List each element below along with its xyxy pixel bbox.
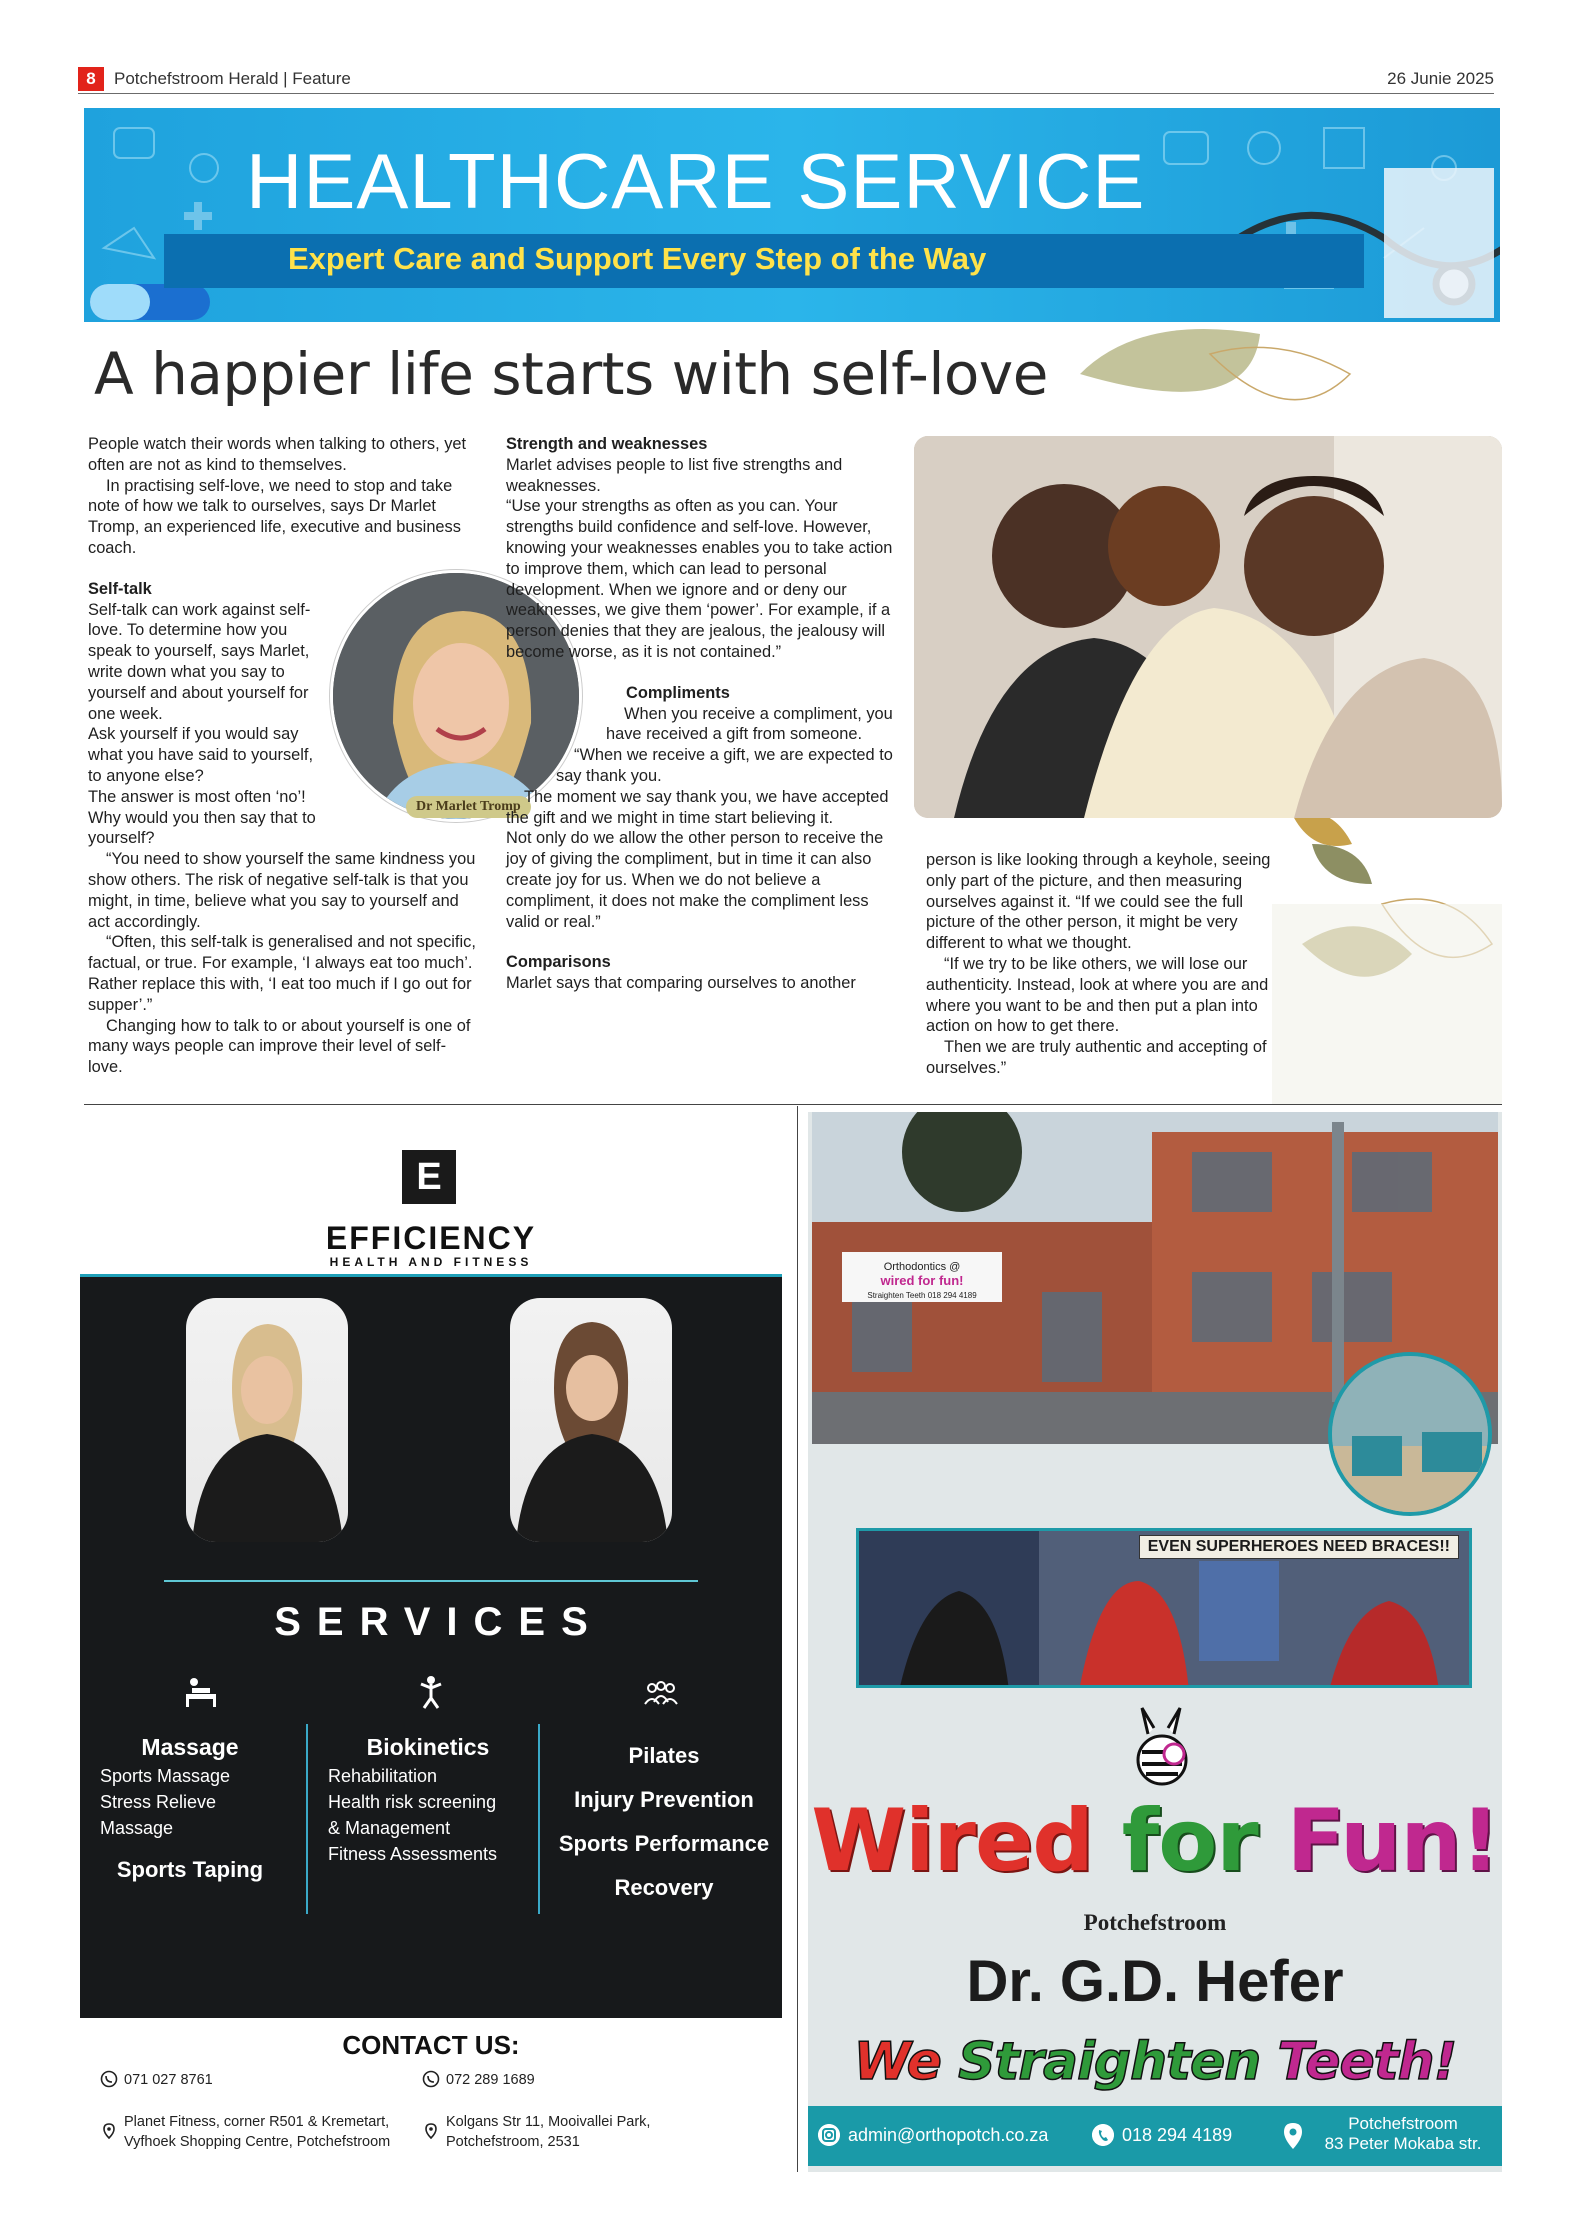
massage-heading: Massage: [141, 1734, 239, 1760]
paragraph: “When we receive a gift, we are expected to say thank you.: [556, 746, 893, 785]
phone-icon: [1092, 2124, 1114, 2146]
sign-line-2: wired for fun!: [880, 1273, 964, 1288]
phone-1[interactable]: 071 027 8761: [100, 2070, 213, 2090]
biokinetics-services: [328, 1734, 528, 1867]
biokinetics-heading: Biokinetics: [366, 1734, 490, 1760]
paragraph: The answer is most often ‘no’! Why would you then say that to yourself?: [88, 787, 316, 848]
phone-2[interactable]: 072 289 1689: [422, 2070, 535, 2090]
wired-for-fun-logo: Wired for Fun!: [811, 1791, 1499, 1891]
leaf-decoration-top: [1060, 314, 1360, 444]
massage-icon: [182, 1674, 220, 1712]
family-photo: [914, 436, 1502, 818]
services-heading: SERVICES: [274, 1600, 604, 1644]
subheading-self-talk: Self-talk: [88, 579, 152, 598]
pilates-group-icon: [642, 1674, 680, 1712]
banner-title: HEALTHCARE SERVICE: [246, 137, 1146, 225]
efficiency-logo: E: [402, 1150, 456, 1204]
address-2: Kolgans Str 11, Mooivallei Park, Potchefstroom, 2531: [422, 2112, 650, 2152]
service-item: Rehabilitation: [328, 1766, 438, 1786]
orthodontics-contact-bar: [808, 2106, 1502, 2166]
location-pin-icon: [1282, 2122, 1304, 2150]
leaf-decoration-side: [1272, 784, 1502, 1104]
contact-heading: CONTACT US:: [342, 2030, 520, 2060]
portrait-caption: Dr Marlet Tromp: [406, 796, 531, 818]
page-folio: [78, 64, 1494, 94]
mural-banner: EVEN SUPERHEROES NEED BRACES!!: [1139, 1535, 1459, 1559]
therapist-photo-2: [510, 1298, 672, 1542]
therapist-photo-1: [186, 1298, 348, 1542]
capsule-icon: [90, 284, 210, 320]
paragraph: “Often, this self-talk is generalised and not specific, factual, or true. For example, ‘I always eat too much’. Rather replace this with, ‘I eat too much if I go out for supper’.”: [88, 933, 476, 1014]
section-divider: [84, 1104, 1502, 1105]
location-pin-icon: [100, 2122, 118, 2140]
waiting-room-photo: [1328, 1352, 1492, 1516]
sports-taping: Sports Taping: [116, 1857, 264, 1882]
subheading-compliments: Compliments: [626, 683, 730, 702]
email-contact[interactable]: admin@orthopotch.co.za: [818, 2124, 1048, 2146]
service-item: Fitness Assessments: [328, 1844, 498, 1864]
article-column-3: [926, 850, 1282, 1079]
practice-address: Potchefstroom 83 Peter Mokaba str.: [1324, 2114, 1482, 2153]
ad-divider: [797, 1106, 798, 2172]
service-item: Pilates: [628, 1743, 700, 1768]
efficiency-name: EFFICIENCY: [325, 1220, 537, 1256]
service-item: Health risk screening: [328, 1792, 497, 1812]
paragraph: Marlet says that comparing ourselves to another: [506, 974, 856, 993]
paragraph: person is like looking through a keyhole, seeing only part of the picture, and then measuring ourselves against it. “If we could see the full picture of the other person, it might be very different to what we thought.: [926, 851, 1271, 953]
efficiency-ad: [80, 1112, 782, 2172]
paragraph: Not only do we allow the other person to receive the joy of giving the compliment, but in time it can also create joy for us. When we do not believe a compliment, it does not make the compliment less valid or real.”: [506, 829, 884, 931]
paragraph: The moment we say thank you, we have accepted the gift and we might in time start believing it.: [506, 787, 889, 827]
practice-city: Potchefstroom: [1083, 1910, 1227, 1935]
banner-subtitle: Expert Care and Support Every Step of the Way: [288, 241, 987, 276]
address-1: Planet Fitness, corner R501 & Kremetart, Vyfhoek Shopping Centre, Potchefstroom: [100, 2112, 390, 2152]
article-column-2: [506, 434, 906, 994]
location-pin-icon: [422, 2122, 440, 2140]
sign-line-1: Orthodontics @: [883, 1261, 961, 1273]
article-headline: A happier life starts with self-love: [94, 340, 1048, 408]
service-item: Massage: [100, 1818, 174, 1838]
phone-contact[interactable]: 018 294 4189: [1092, 2124, 1232, 2146]
healthcare-banner: [84, 108, 1500, 322]
subheading-strength: Strength and weaknesses: [506, 435, 708, 453]
service-item: Recovery: [614, 1875, 714, 1900]
family-image: [914, 436, 1502, 818]
whatsapp-icon: [100, 2070, 118, 2088]
paragraph: When you receive a compliment, you have received a gift from someone.: [606, 704, 893, 744]
clipboard-icon: [1384, 168, 1494, 318]
paragraph: Changing how to talk to or about yourself is one of many ways people can improve their level of self-love.: [88, 1016, 471, 1077]
paragraph: Then we are truly authentic and accepting of ourselves.”: [926, 1038, 1267, 1077]
paragraph: Self-talk can work against self-love. To determine how you speak to yourself, says Marlet, write down what you say to yourself and about yourself for one week.: [88, 600, 311, 723]
doctor-name: Dr. G.D. Hefer: [966, 1949, 1344, 2014]
paragraph: In practising self-love, we need to stop and take note of how we talk to ourselves, says Dr Marlet Tromp, an experienced life, executive and business coach.: [88, 476, 461, 557]
efficiency-tagline: HEALTH AND FITNESS: [329, 1255, 533, 1269]
paragraph: “You need to show yourself the same kindness you show others. The risk of negative self-talk is that you might, in time, believe what you say to yourself and act accordingly.: [88, 850, 476, 931]
service-item: & Management: [328, 1818, 451, 1838]
zebra-mascot-icon: [1128, 1704, 1194, 1794]
slogan: We Straighten Teeth!: [853, 2032, 1457, 2092]
subheading-comparisons: Comparisons: [506, 953, 611, 972]
paragraph: People watch their words when talking to others, yet often are not as kind to themselves.: [88, 435, 467, 474]
paragraph: “Use your strengths as often as you can. Your strengths build confidence and self-love. However, knowing your weaknesses enables you to take action to improve them, which can lead to personal development. When we ignore and or deny our weaknesses, we give them ‘power’. For example, if a person denies that they are jealous, the jealousy will become worse, as it is not contained.”: [506, 497, 893, 661]
whatsapp-icon: [422, 2070, 440, 2088]
superhero-mural: [856, 1528, 1472, 1688]
paragraph: Ask yourself if you would say what you have said to yourself, to anyone else?: [88, 725, 314, 785]
page-number: 8: [78, 67, 104, 91]
service-item: Sports Massage: [100, 1766, 231, 1786]
orthodontics-ad: [808, 1112, 1502, 2172]
instagram-icon: [818, 2124, 840, 2146]
service-item: Stress Relieve: [100, 1792, 217, 1812]
biokinetics-icon: [412, 1674, 450, 1712]
paragraph: “If we try to be like others, we will lose our authenticity. Instead, look at where you are and where you want to be and then put a plan into action on how to get there.: [926, 954, 1269, 1036]
massage-services: [100, 1734, 280, 1883]
pilates-services: [546, 1734, 782, 1910]
paragraph: Marlet advises people to list five strengths and weaknesses.: [506, 455, 843, 495]
publication-section: Potchefstroom Herald | Feature: [114, 68, 351, 88]
sign-line-3: Straighten Teeth 018 294 4189: [867, 1291, 977, 1300]
issue-date: 26 Junie 2025: [1387, 68, 1494, 88]
service-item: Sports Performance: [558, 1831, 770, 1856]
service-item: Injury Prevention: [574, 1787, 754, 1812]
